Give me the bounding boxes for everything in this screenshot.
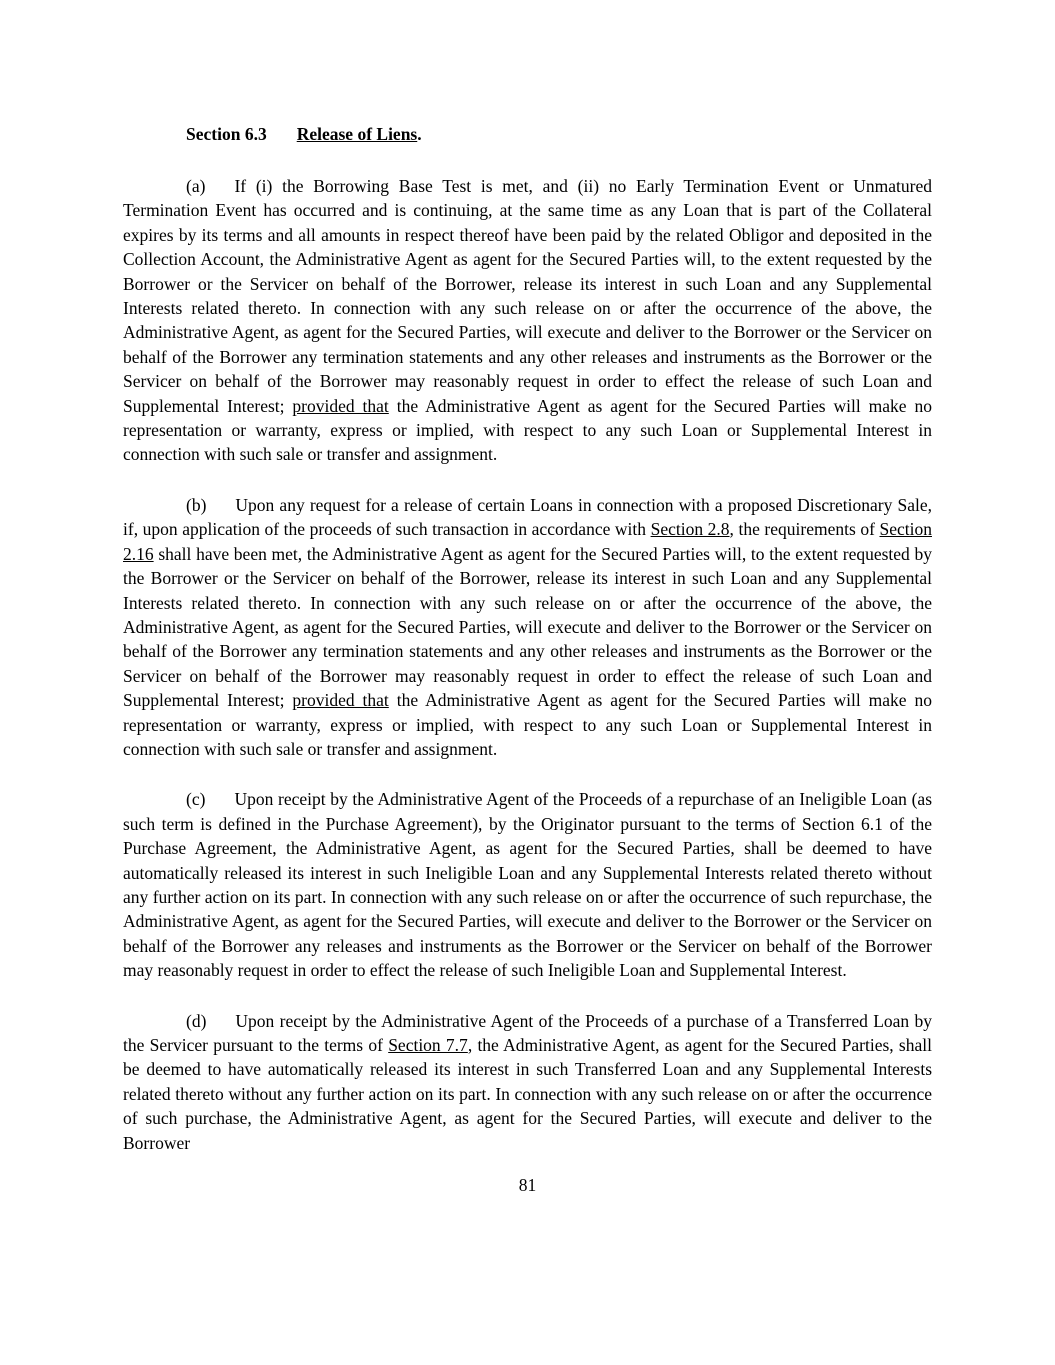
section-title: Release of Liens	[296, 124, 418, 144]
cross-reference-section-2-8: Section 2.8	[650, 519, 730, 540]
paragraph-marker-b: (b)	[186, 494, 207, 515]
text-segment: the Administrative Agent as agent for the Secured Parties will make no representation or warranty, express or implied, with respect to any such Loan or Supplemental Interest in connection with such sale or transfer and assignment.	[123, 690, 932, 759]
paragraph-marker-d: (d)	[186, 1010, 207, 1031]
provided-that-emphasis: provided that	[292, 690, 389, 711]
text-segment: Upon any request for a release of certain Loans in connection with a proposed Discretionary Sale, if, upon application of the proceeds of such transaction in accordance with	[123, 494, 932, 540]
text-segment: the Administrative Agent as agent for the Secured Parties will make no representation or warranty, express or implied, with respect to any such Loan or Supplemental Interest in connection with such sale or transfer and assignment.	[123, 395, 932, 465]
provided-that-emphasis: provided that	[292, 395, 389, 416]
page-number: 81	[518, 1175, 537, 1196]
paragraph-a	[123, 174, 932, 467]
text-segment: Upon receipt by the Administrative Agent of the Proceeds of a purchase of a Transferred Loan by the Servicer pursuant to the terms of	[123, 1010, 932, 1055]
paragraph-c	[123, 787, 932, 982]
cross-reference-section-2-16: Section 2.16	[123, 519, 932, 564]
paragraph-marker-c: (c)	[186, 789, 206, 810]
section-title-period: .	[417, 124, 422, 144]
section-heading	[123, 122, 932, 146]
text-segment: Upon receipt by the Administrative Agent of the Proceeds of a repurchase of an Ineligible Loan (as such term is defined in the Purchase Agreement), by the Originator pursuant to the terms of Section 6.1 of the Purchase Agreement, the Administrative Agent, as agent for the Secured Parties, shall be deemed to have automatically released its interest in such Ineligible Loan and any Supplemental Interests related thereto without any further action on its part. In connection with any such release on or after the occurrence of such repurchase, the Administrative Agent, as agent for the Secured Parties, will execute and deliver to the Borrower or the Servicer on behalf of the Borrower any releases and instruments as the Borrower or the Servicer on behalf of the Borrower may reasonably request in order to effect the release of such Ineligible Loan and Supplemental Interest.	[123, 789, 932, 981]
section-number: Section 6.3	[186, 124, 267, 144]
cross-reference-section-7-7: Section 7.7	[388, 1035, 468, 1055]
document-body	[123, 174, 932, 1155]
paragraph-d	[123, 1009, 932, 1155]
paragraph-b	[123, 493, 932, 761]
paragraph-marker-a: (a)	[186, 176, 206, 196]
text-segment: If (i) the Borrowing Base Test is met, and (ii) no Early Termination Event or Unmatured Termination Event has occurred and is continuing, at the same time as any Loan that is part of the Collateral expires by its terms and all amounts in respect thereof have been paid by the related Obligor and deposited in the Collection Account, the Administrative Agent as agent for the Secured Parties will, to the extent requested by the Borrower or the Servicer on behalf of the Borrower, release its interest in such Loan and any Supplemental Interests related thereto. In connection with any such release on or after the occurrence of the above, the Administrative Agent, as agent for the Secured Parties, will execute and deliver to the Borrower or the Servicer on behalf of the Borrower any termination statements and any other releases and instruments as the Borrower or the Servicer on behalf of the Borrower may reasonably request in order to effect the release of such Loan and Supplemental Interest;	[123, 176, 932, 416]
text-segment: shall have been met, the Administrative Agent as agent for the Secured Parties will, to the extent requested by the Borrower or the Servicer on behalf of the Borrower, release its interest in such Loan and any Supplemental Interests related thereto. In connection with any such release on or after the occurrence of the above, the Administrative Agent, as agent for the Secured Parties, will execute and deliver to the Borrower or the Servicer on behalf of the Borrower any termination statements and any other releases and instruments as the Borrower or the Servicer on behalf of the Borrower may reasonably request in order to effect the release of such Loan and Supplemental Interest;	[123, 543, 932, 711]
text-segment: , the requirements of	[729, 519, 880, 540]
text-segment: , the Administrative Agent, as agent for the Secured Parties, shall be deemed to have automatically released its interest in such Transferred Loan and any Supplemental Interests related thereto without any further action on its part. In connection with any such release on or after the occurrence of such purchase, the Administrative Agent, as agent for the Secured Parties, will execute and deliver to the Borrower	[123, 1035, 932, 1153]
